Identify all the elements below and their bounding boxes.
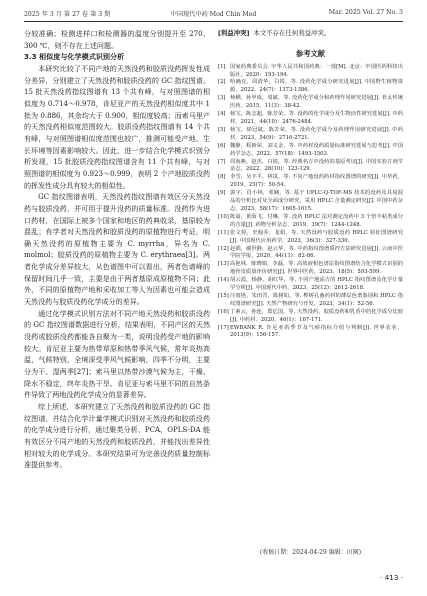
reference-item (218, 143, 403, 159)
reference-number: [9] (218, 190, 226, 197)
left-column (24, 28, 210, 471)
reference-text: 周海燕，赵杰，白锐，等. 经典名方中没药的基原考证[J]. 中国实验方剂学杂志，2022，28(10)：123-129. (230, 158, 403, 173)
reference-number: [1] (218, 63, 226, 70)
reference-text: 胡云霞，杨静，胡红华，等. 不同产地添吉的 HPLC 指纹图谱及化学计量学分析[J]. 中国现代中药，2023，25(12)：2612-2618. (230, 277, 403, 292)
reference-number: [7] (218, 158, 226, 165)
conflict-text: 本文不存在任何利益冲突。 (253, 29, 331, 37)
reference-text: 国家药典委员会. 中华人民共和国药典：一部[M]. 北京：中国医药科技出版社，2020：193-194. (230, 63, 403, 78)
reference-item (218, 127, 403, 143)
reference-text: 高艳林，陈晓娟，李磊，等. 高效液相色谱法指纹图谱结合化学模式识别的地骨皮质量评价研究[J]. 世界中医药，2023，18(5)：593-599. (230, 261, 403, 276)
conflict-statement (218, 28, 403, 38)
reference-text: 赵娟，谢世静，赵云华，等. 中药指纹图谱质控方法研究进展[J]. 云南中医学院学报，2020，44(11)：82-86. (230, 245, 403, 260)
reference-item (218, 246, 403, 262)
reference-number: [14] (218, 277, 229, 284)
reference-number: [17] (218, 324, 229, 331)
paragraph: 本研究比较了不同产地的天然没药和胶质没药挥发性成分差异，分别建立了天然没药和胶质没药的 GC 指纹图谱。15 批天然没药指纹图谱有 13 个共有峰，与对照图谱的相似度为 0.714～0.978，肯尼亚产的天然没药相似度共中 1 批为 0.886，其余均大于 0.900，相似度较高；而索马里产的天然没药相似度范围较大。胶质没药指纹图谱有 14 个共有峰，与对照图谱相似度范围也较广，推测可能受产地、生长环境等因素影响较大。因此，进一步结合化学模式识别分析发现，15 批胶质没药指纹图谱含有 11 个共有峰，与对照图谱的相似度为 0.923～0.999，表明 2 个产地胶质没药的挥发性成分具有较大的相似性。 (24, 63, 210, 190)
reference-text: 魏静，程新荣，刘义金，等. 中药材没药质量标准研究进展与思考[J]. 中国药学杂志，2022，57(18)：1493-1503. (230, 142, 403, 157)
received-date-note: (收稿日期：2024-04-29 编辑：田園) (259, 549, 362, 556)
paragraph: 分较准确；检测进样口和检测器的温度分别提升至 270、300 ℃，则不存在上述问题。 (24, 29, 210, 50)
reference-number: [16] (218, 308, 229, 315)
reference-text: 杨栖，孙甲成，周斌，等. 没药化学成分和药理作用研究进展[J]. 亚太传统医药，2015，11(3)：38-42. (230, 95, 403, 110)
reference-item (218, 293, 403, 309)
reference-item (218, 174, 403, 190)
reference-item (218, 309, 403, 325)
reference-text: 陈嵩，黄海飞，付琳，等. 没药 HPLC 法对测定没药中 3 个倍半萜类成分的含量[J]. 药物分析杂志，2019，39(7)：1244-1248. (230, 213, 403, 228)
reference-text: 张文婷，史翰乔，龙娟，等. 天然没药与胶质没药 HPLC 特征图谱研究[J]. 中国现代应用药学，2023，36(3)：327-330. (230, 229, 403, 244)
page-number: · 413 · (380, 573, 403, 582)
header-issue-en: Mar. 2025 Vol. 27 No. 3 (328, 9, 403, 16)
reference-item (218, 190, 403, 214)
reference-item (218, 214, 403, 230)
reference-text: EWBANK R. 肯尼亚的季节及气候指标介绍与判断[J]. 世界农业，2013(9)：156-157. (230, 324, 403, 339)
header-rule (24, 21, 403, 22)
conflict-label: [利益冲突] (218, 29, 250, 37)
right-column (218, 28, 403, 340)
reference-item (218, 64, 403, 80)
reference-text: 郭宇，肖小林，邓娴，等. 基于 UPLC-Q-TOF-MS 技术的没药及其易混品的分析比对及全面成分研究，采用 HPLC 含量测定研究[J]. 中国中药杂志，2023，58(17)：1605-1615. (230, 190, 403, 212)
reference-number: [4] (218, 111, 226, 118)
paragraph: 通过化学模式识别方法对不同产地天然没药和胶质没药的 GC 指纹图谱数据进行分析，结果表明，不同产区的天然没药或胶质没药都能各自聚为一类，说明没药受产地的影响较大。肯尼亚主要为热带草原和热带季风气候，常年炎热高温，气候特别，全境深受季风气候影响，四季不分明，主要分为干、湿两季[27]；索马里以热带沙漠气候为主，干燥、降水不稳定，终年炎热干旱。肯尼亚与索马里不同的自然条件导致了两地没药化学成分的显著差异。 (24, 308, 210, 400)
reference-item (218, 159, 403, 175)
reference-item (218, 230, 403, 246)
section-heading: 3.3 相似度与化学模式识别分析 (24, 52, 125, 62)
reference-number: [8] (218, 174, 226, 181)
reference-text: 杨宝，徐冠斌，陈芳荣，等. 没药化学成分及药理作用研究进展[J]. 中药材，2023，54(9)：2716-2721. (230, 126, 403, 141)
reference-number: [11] (218, 229, 229, 236)
reference-number: [5] (218, 126, 226, 133)
reference-text: 丁素云，孙连，郑亿国，等. 天然没药、胶质没药和乳香中的化学成分比较[J]. 中药材，2020，46(1)：167-171. (230, 308, 403, 323)
reference-item (218, 261, 403, 277)
reference-number: [10] (218, 213, 229, 220)
reference-text: 杨宝，陈志超，陈芳荣，等. 没药的化学成分及生物活性研究进展[J]. 中药材，2021，44(10)：2476-2484. (230, 111, 403, 125)
reference-text: 汪雨艳，朱田晋，陈树如，等. 桦树孔菌药材的薄层色谱鉴别和 HPLC 指纹图谱研究[J]. 天然产物研究与开发，2023，34(1)：52-56. (230, 292, 403, 307)
reference-number: [15] (218, 292, 229, 299)
reference-number: [6] (218, 142, 226, 149)
reference-list (218, 64, 403, 341)
header-journal-title: 中国现代中药 Mod Chin Med (170, 11, 257, 18)
reference-text: 李雪，吴丰平，林岚，等. 不同产地没药药材指纹图谱的研究[J]. 中草药，2019，25(7)：50-54. (230, 174, 403, 189)
reference-text: 哈确克，周清华，白锐，等. 没药化学成分研究进展[J]. 中国野生植物资源，2022，24(7)：1373-1386. (230, 79, 403, 94)
reference-item (218, 277, 403, 293)
reference-item (218, 79, 403, 95)
reference-number: [2] (218, 79, 226, 86)
header-issue-cn: 2025 年 3 月 第 27 卷 第 3 期 (24, 11, 111, 18)
paragraph: GC 指纹图谱表明，天然没药指纹图谱有效区分天然没药与胶质没药，并可用于提升没药的质量标准。没药作为进口药材，在国际上被多个国家和地区的药典收录，基原较为混乱；有学者对天然没药和胶质没药的原植物进行考证，明确天然没药的原植物主要为 C. myrrha，异名为 C. molmol；胶质没药的原植物主要为 C. erythraea[3]。两者化学成分差异较大，从色谱图中可以看出，两者色谱峰的保留时间几乎一致，主要是由于两者基原成原植物不同；此外，不同的原植物产地和采收加工等人为因素也可能会造成天然没药与胶质没药化学成分的差异。 (24, 192, 210, 307)
paragraph: 综上所述，本研究建立了天然没药和胶质没药的 GC 指纹图谱，并结合化学计量学模式识别对天然没药和胶质没药的化学成分进行分析，通过聚类分析、PCA、OPLS-DA 能有效区分不同产地的天然没药和胶质没药，并能找出差异性相对较大的化学成分。本研究结果可为完善没药质量控制标准提供参考。 (24, 402, 210, 470)
reference-number: [3] (218, 95, 226, 102)
references-title: 参考文献 (295, 49, 326, 58)
running-header (24, 9, 403, 21)
reference-number: [13] (218, 261, 229, 268)
reference-item (218, 111, 403, 127)
reference-item (218, 95, 403, 111)
reference-number: [12] (218, 245, 229, 252)
reference-item (218, 325, 403, 341)
